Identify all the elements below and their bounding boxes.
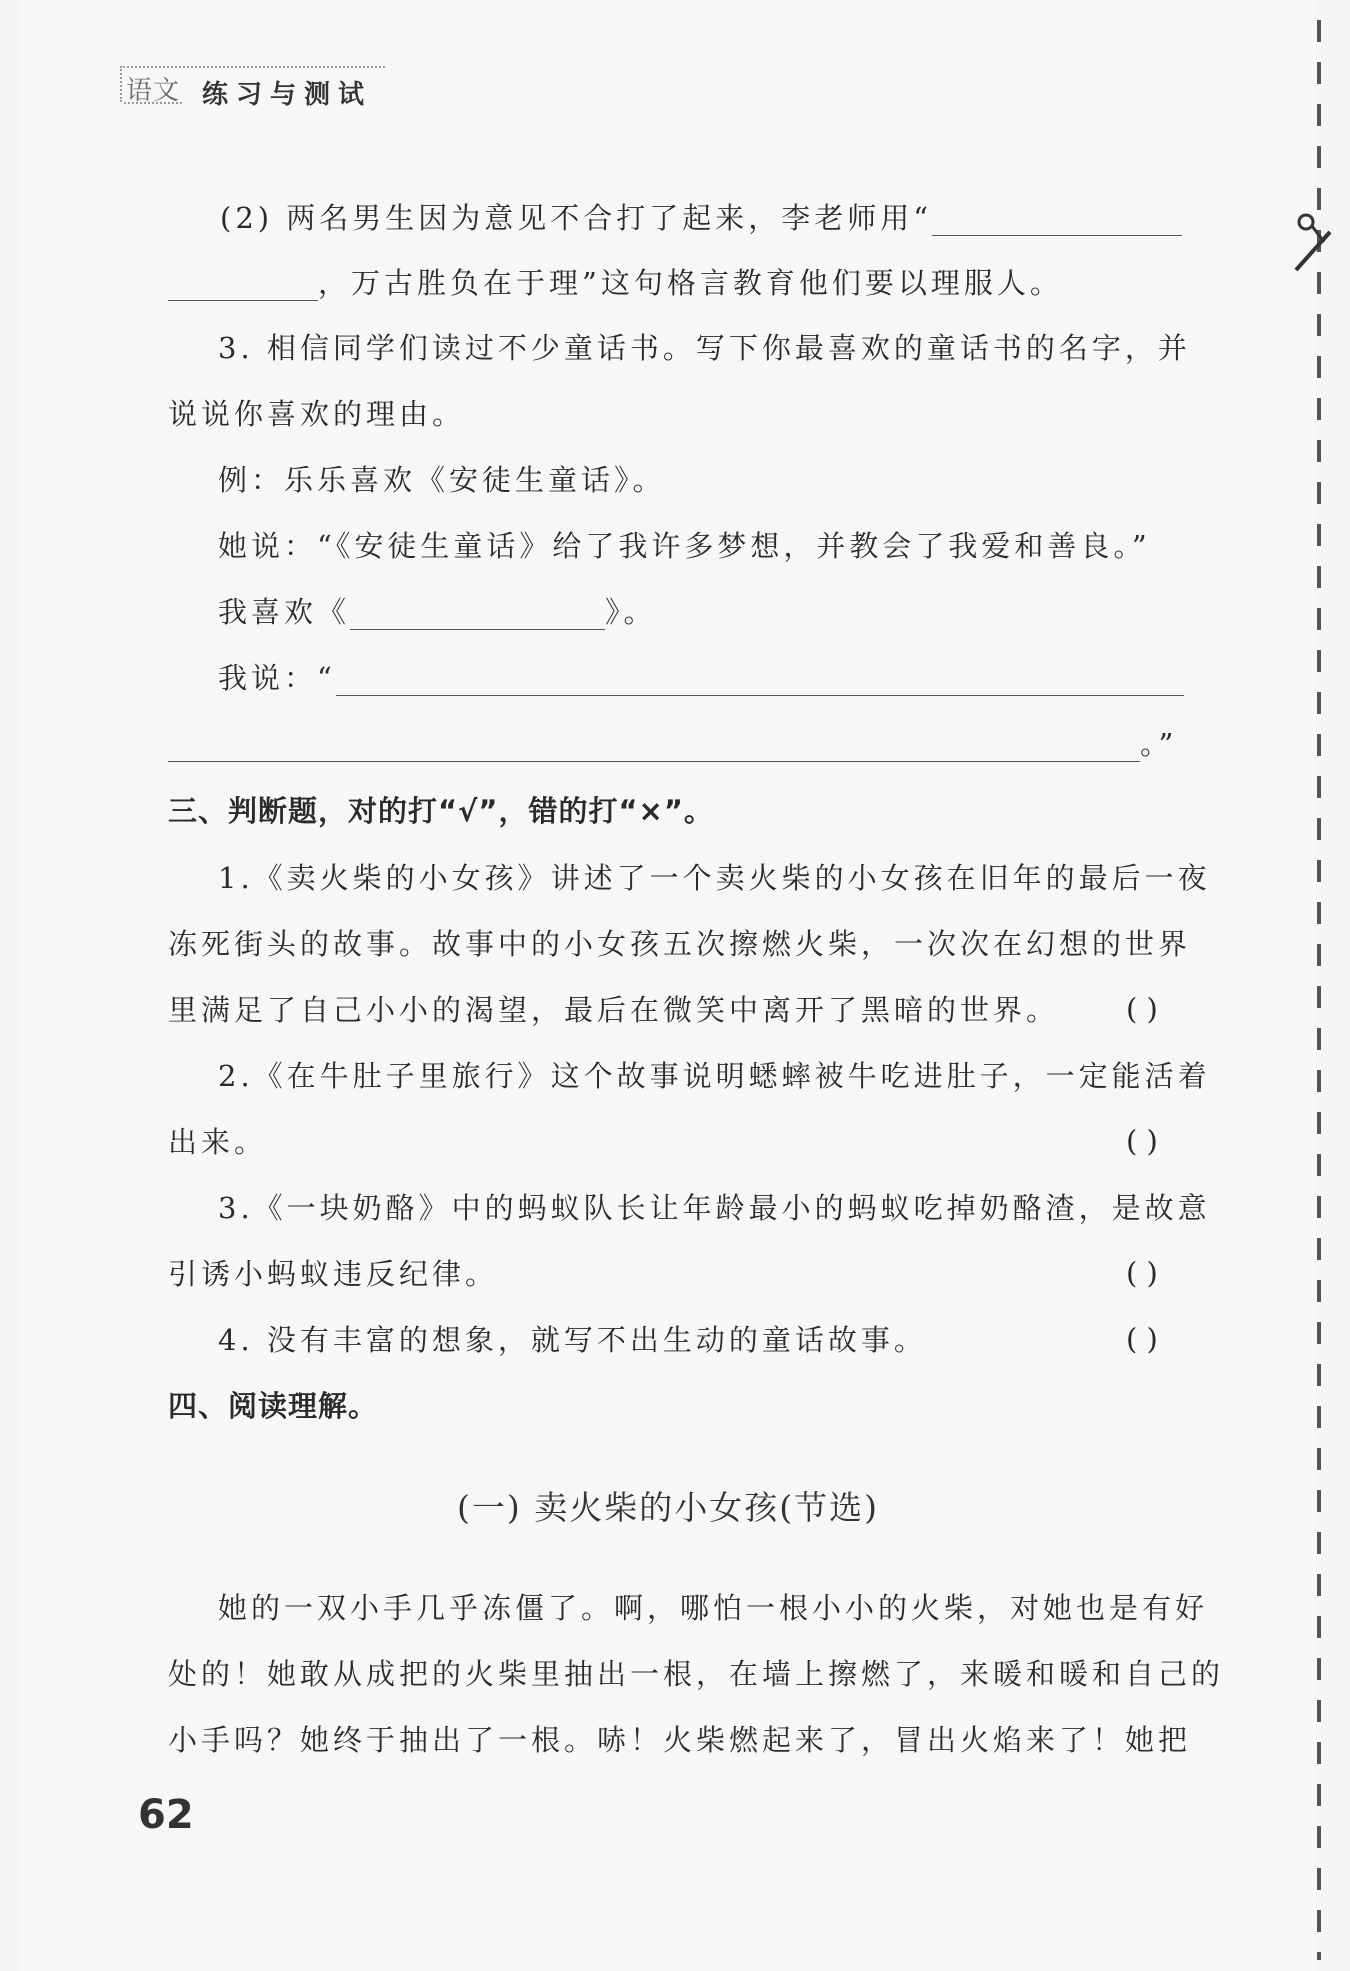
passage-line-1: 她的一双小手几乎冻僵了。啊，哪怕一根小小的火柴，对她也是有好 [218, 1591, 1209, 1625]
say-prefix: 我说：“ [218, 661, 336, 695]
say-end: 。” [1140, 727, 1178, 761]
reason-blank-2[interactable] [168, 735, 1140, 762]
like-prefix: 我喜欢《 [218, 595, 351, 629]
q2-text: (2) 两名男生因为意见不合打了起来，李老师用“ [220, 201, 933, 235]
q3-line2: 说说你喜欢的理由。 [168, 397, 466, 431]
judge1-line3: 里满足了自己小小的渴望，最后在微笑中离开了黑暗的世界。 [168, 993, 1060, 1027]
q3-line1: 3. 相信同学们读过不少童话书。写下你最喜欢的童话书的名字，并 [218, 331, 1191, 365]
judge3-answer-paren[interactable]: ( ) [1126, 1256, 1158, 1290]
header-dotted-border [120, 66, 385, 68]
judge3-line1: 3.《一块奶酪》中的蚂蚁队长让年龄最小的蚂蚁吃掉奶酪渣，是故意 [218, 1191, 1211, 1225]
q2-blank-1[interactable] [932, 209, 1182, 236]
section4-title: 四、阅读理解。 [168, 1389, 379, 1423]
judge1-line2: 冻死街头的故事。故事中的小女孩五次擦燃火柴，一次次在幻想的世界 [168, 927, 1192, 961]
judge2-answer-paren[interactable]: ( ) [1126, 1124, 1158, 1158]
subject-underline [124, 102, 182, 104]
q2-line1 [220, 200, 1182, 236]
like-suffix: 》。 [605, 595, 657, 629]
judge1-answer-paren[interactable]: ( ) [1126, 992, 1158, 1026]
judge1-line1: 1.《卖火柴的小女孩》讲述了一个卖火柴的小女孩在旧年的最后一夜 [218, 861, 1211, 895]
favorite-book-blank[interactable] [350, 603, 605, 630]
page-number: 62 [138, 1792, 194, 1838]
judge2-line2: 出来。 [168, 1125, 268, 1159]
q3-like-line [218, 594, 657, 630]
reason-blank-1[interactable] [336, 669, 1184, 696]
workbook-page [18, 0, 1318, 1971]
page-header [120, 66, 385, 110]
passage-title: (一) 卖火柴的小女孩(节选) [457, 1488, 879, 1527]
q2-text-2: ，万古胜负在于理”这句格言教育他们要以理服人。 [318, 266, 1063, 300]
section3-title: 三、判断题，对的打“√”，错的打“×”。 [168, 794, 714, 828]
judge4-answer-paren[interactable]: ( ) [1126, 1322, 1158, 1356]
q3-example2: 她说：“《安徒生童话》给了我许多梦想，并教会了我爱和善良。” [218, 529, 1151, 563]
cut-line [1317, 20, 1321, 1960]
judge4-line1: 4. 没有丰富的想象，就写不出生动的童话故事。 [218, 1323, 927, 1357]
subject-label: 语文 [126, 76, 181, 106]
judge2-line1: 2.《在牛肚子里旅行》这个故事说明蟋蟀被牛吃进肚子，一定能活着 [218, 1059, 1211, 1093]
q2-line2 [168, 265, 1063, 301]
q3-example1: 例：乐乐喜欢《安徒生童话》。 [218, 463, 666, 497]
passage-line-2: 处的！她敢从成把的火柴里抽出一根，在墙上擦燃了，来暖和暖和自己的 [168, 1657, 1225, 1691]
book-title: 练习与测试 [202, 80, 373, 110]
q3-say-line [218, 660, 1184, 696]
q3-say-line2 [168, 726, 1177, 762]
q2-blank-2[interactable] [168, 274, 318, 301]
passage-line-3: 小手吗？她终于抽出了一根。哧！火柴燃起来了，冒出火焰来了！她把 [168, 1723, 1192, 1757]
judge3-line2: 引诱小蚂蚁违反纪律。 [168, 1257, 499, 1291]
scissors-icon [1290, 212, 1336, 278]
header-dotted-border-left [120, 66, 122, 102]
